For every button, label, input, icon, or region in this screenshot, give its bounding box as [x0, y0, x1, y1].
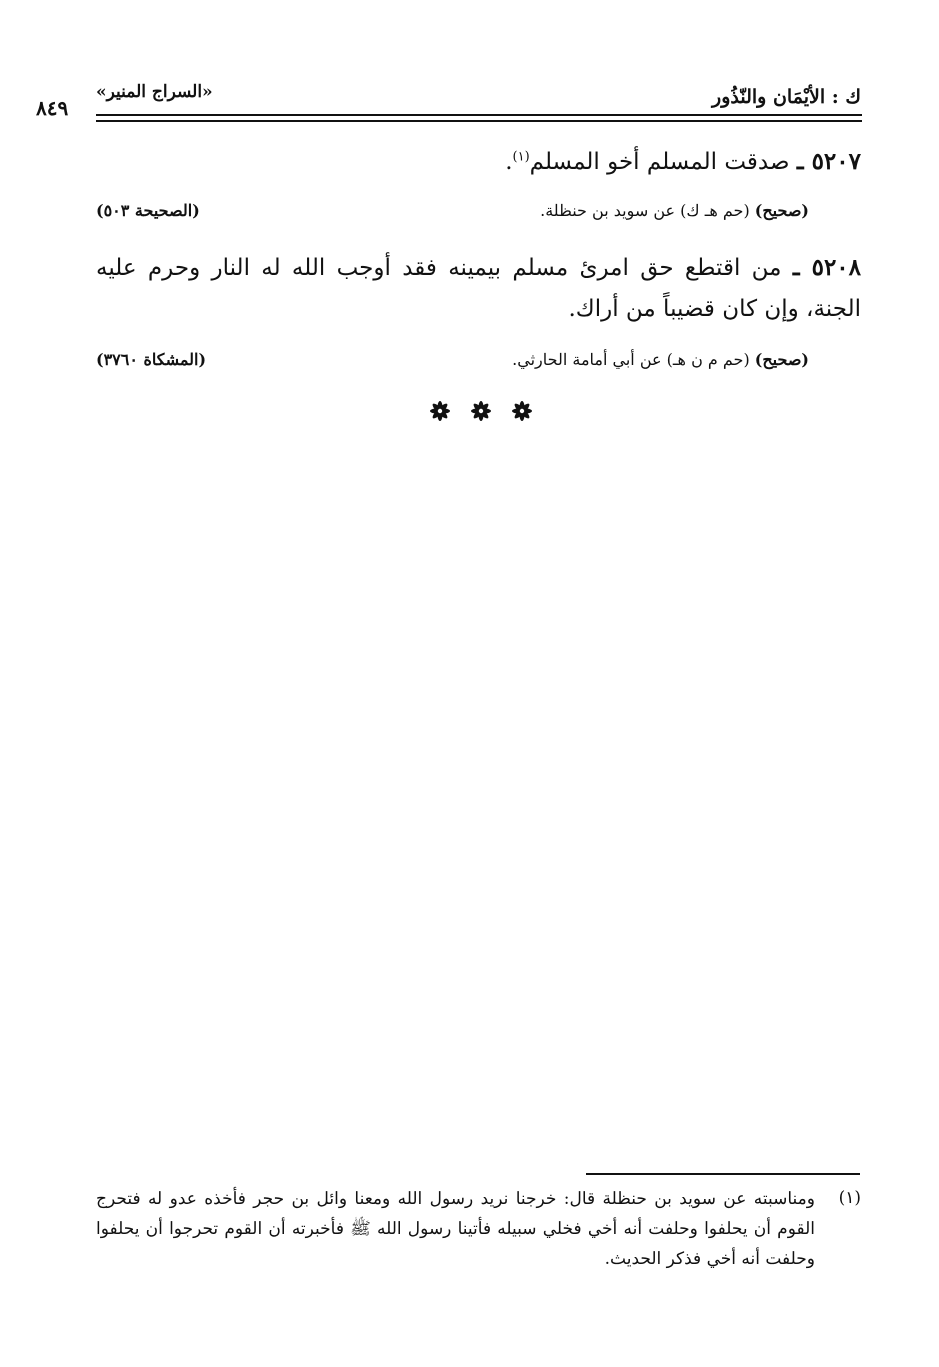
hadith-reference: [540, 201, 809, 220]
hadith-text: صدقت المسلم أخو المسلم: [529, 149, 790, 175]
footnote-marker: (١): [512, 149, 530, 165]
hadith-number: ٥٢٠٨ ـ: [792, 254, 862, 281]
hadith-5207: [300, 141, 861, 183]
page-number: ٨٤٩: [36, 96, 69, 120]
hadith-grade: (صحيح): [754, 350, 809, 369]
chapter-title: ك : الأيْمَان والنّذُور: [712, 86, 861, 108]
hadith-5208: [96, 247, 861, 330]
header-rule-bottom: [96, 120, 862, 122]
flower-ornament-icon: [426, 398, 536, 424]
hadith-narrator: (حم م ن هـ) عن أبي أمامة الحارثي.: [512, 350, 750, 369]
hadith-source: (الصحيحة ٥٠٣): [96, 201, 200, 220]
hadith-reference: [512, 350, 809, 369]
footnote-separator: [586, 1173, 860, 1175]
book-title: «السراج المنير»: [96, 82, 213, 102]
footnote-number: (١): [838, 1188, 861, 1208]
hadith-grade: (صحيح): [754, 201, 809, 220]
hadith-text: من اقتطع حق امرئ مسلم بيمينه فقد أوجب الله له النار وحرم عليه الجنة، وإن كان قضيباً من أراك.: [96, 255, 861, 322]
hadith-source: (المشكاة ٣٧٦٠): [96, 350, 207, 369]
hadith-text-end: .: [505, 149, 513, 175]
hadith-narrator: (حم هـ ك) عن سويد بن حنظلة.: [540, 201, 750, 220]
header-rule-top: [96, 114, 862, 116]
footnote-text: ومناسبته عن سويد بن حنظلة قال: خرجنا نريد رسول الله ومعنا وائل بن حجر فأخذه عدو له فتحرج القوم أن يحلفوا وحلفت أنه أخي فخلي سبيله فأتينا رسول الله ﷺ فأخبرته أن القوم تحرجوا أن يحلفوا وحلفت أنه أخي فذكر الحديث.: [96, 1189, 815, 1269]
hadith-number: ٥٢٠٧ ـ: [796, 148, 861, 175]
